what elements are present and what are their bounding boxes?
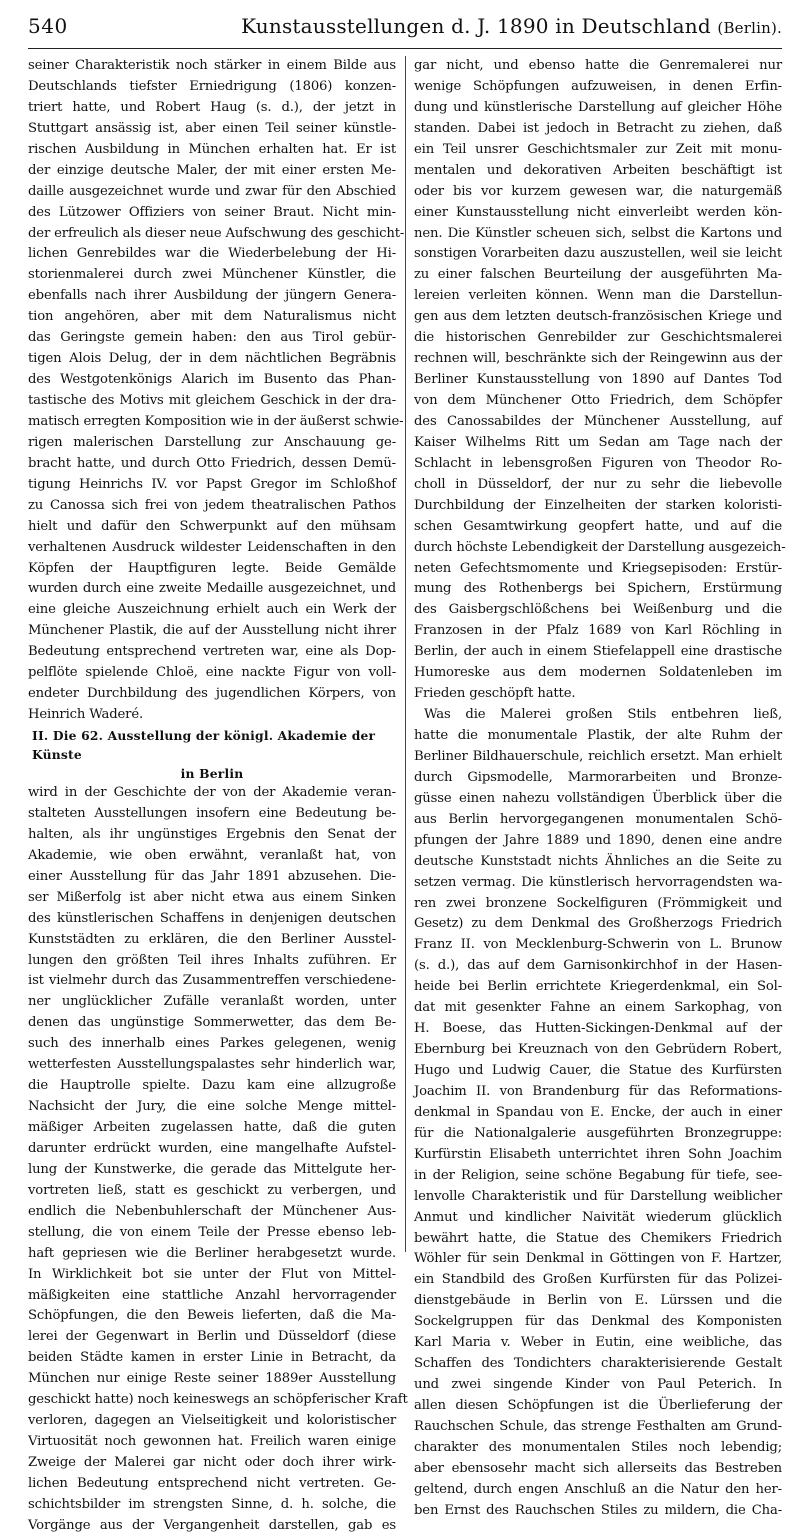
text-line: denen das ungünstige Sommerwetter, das dem Be-: [28, 1015, 396, 1031]
text-line: deutsche Kunststadt nichts Ähnliches an die Seite zu: [414, 853, 782, 869]
text-line: mentalen und dekorativen Arbeiten beschäftigt ist: [414, 162, 782, 178]
text-line: H. Boese, das Hutten-Sickingen-Denkmal auf der: [414, 1021, 782, 1037]
text-line: bewährt hatte, die Statue des Chemikers Friedrich: [414, 1230, 782, 1246]
text-line: schen Gesamtwirkung geopfert hatte, und auf die: [414, 518, 782, 534]
text-line: zu Canossa sich frei von jedem theatralischen Pathos: [28, 497, 396, 513]
text-line: hielt und dafür den Schwerpunkt auf den mühsam: [28, 518, 396, 534]
page-header: [28, 14, 782, 49]
text-line: Berliner Kunstausstellung von 1890 auf Dantes Tod: [414, 372, 782, 388]
text-line: pfungen der Jahre 1889 und 1890, denen eine andre: [414, 832, 782, 848]
text-line: dat mit gesenkter Fahne an einem Sarkophag, von: [414, 1000, 782, 1016]
text-line: Sockelgruppen für das Denkmal des Komponisten: [414, 1314, 782, 1330]
text-line: tion angehören, aber mit dem Naturalismus nicht: [28, 309, 396, 325]
text-line: mäßiger Arbeiten zugelassen hatte, daß die guten: [28, 1120, 396, 1135]
text-line: tigung Heinrichs IV. vor Papst Gregor im Schloßhof: [28, 476, 396, 492]
text-line: Vorgänge aus der Vergangenheit darstellen, gab es: [28, 1517, 396, 1533]
text-line: gar nicht, und ebenso hatte die Genremalerei nur: [414, 58, 782, 73]
text-line: tigen Alois Delug, der in dem nächtlichen Begräbnis: [28, 351, 396, 367]
text-line: Kunststädten zu erklären, die den Berliner Ausstel-: [28, 931, 396, 947]
text-line: ben Ernst des Rauchschen Stiles zu mildern, die Cha-: [414, 1502, 782, 1518]
text-line: Nachsicht der Jury, die eine solche Menge mittel-: [28, 1099, 396, 1115]
text-line: wird in der Geschichte der von der Akademie veran-: [28, 785, 396, 800]
text-line: vortreten ließ, statt es geschickt zu verbergen, und: [28, 1182, 396, 1198]
text-line: denkmal in Spandau von E. Encke, der auch in einer: [414, 1104, 782, 1120]
text-line: bracht hatte, und durch Otto Friedrich, dessen Demü-: [28, 455, 396, 471]
text-line: rischen Ausbildung in München erhalten hat. Er ist: [28, 141, 396, 157]
text-line: geschickt hatte) noch keineswegs an schöpferischer Kraft: [28, 1392, 408, 1408]
text-line: gen aus dem letzten deutsch-französischen Kriege und: [414, 309, 782, 325]
text-line: beiden Städte kamen in erster Linie in Betracht, da: [28, 1350, 396, 1366]
text-line: choll in Düsseldorf, der nur zu sehr die liebevolle: [414, 476, 782, 492]
text-line: tastische des Motivs mit gleichem Geschick in der dra-: [28, 393, 396, 408]
left-column: [28, 56, 408, 1533]
text-line: aus Berlin hervorgegangenen monumentalen Schö-: [414, 811, 782, 827]
text-line: ein Standbild des Großen Kurfürsten für das Polizei-: [414, 1272, 782, 1288]
text-line: Zweige der Malerei gar nicht oder doch ihrer wirk-: [28, 1455, 396, 1470]
text-line: ebenfalls nach ihrer Ausbildung der jüngern Genera-: [28, 288, 396, 304]
text-line: Anmut und kindlicher Naivität wiederum glücklich: [414, 1209, 782, 1225]
running-head: [241, 14, 782, 38]
text-line: Heinrich Waderé.: [28, 707, 144, 723]
text-line: triert hatte, und Robert Haug (s. d.), der jetzt in: [28, 99, 396, 115]
text-line: darunter erdrückt wurden, eine mangelhafte Aufstel-: [28, 1140, 396, 1156]
text-line: pelflöte spielende Chloë, eine nackte Figur von voll-: [28, 665, 396, 681]
text-line: setzen vermag. Die künstlerisch hervorragendsten wa-: [414, 874, 782, 890]
text-line: eine gleiche Auszeichnung erhielt auch ein Werk der: [28, 602, 396, 618]
text-line: halten, als ihr ungünstiges Ergebnis den Senat der: [28, 826, 396, 842]
text-line: Franzosen in der Pfalz 1689 von Karl Röchling in: [414, 623, 782, 639]
text-line: Frieden geschöpft hatte.: [414, 686, 576, 702]
text-columns: [28, 56, 786, 1533]
running-head-subtitle: (Berlin).: [717, 19, 782, 37]
text-line: für die Nationalgalerie ausgeführten Bronzegruppe:: [414, 1125, 782, 1141]
text-line: Köpfen der Hauptfiguren legte. Beide Gemälde: [28, 560, 396, 576]
text-line: ser Mißerfolg ist aber nicht etwa aus einem Sinken: [28, 889, 396, 905]
text-line: ren zwei bronzene Sockelfiguren (Frömmigkeit und: [414, 895, 782, 911]
text-line: rechnen will, beschränkte sich der Reingewinn aus der: [414, 351, 782, 367]
text-line: Deutschlands tiefster Erniedrigung (1806) konzen-: [28, 78, 396, 94]
text-line: des Westgotenkönigs Alarich im Busento das Phan-: [28, 372, 396, 388]
text-line: Durchbildung der Einzelheiten der starken koloristi-: [414, 497, 782, 513]
text-line: wurden durch eine zweite Medaille ausgezeichnet, und: [28, 581, 396, 597]
text-line: Münchener Plastik, die auf der Ausstellung nicht ihrer: [28, 623, 396, 639]
text-line: ein Teil unsrer Geschichtsmaler zur Zeit mit monu-: [414, 141, 782, 157]
text-line: aber ebensosehr macht sich allerseits das Bestreben: [414, 1460, 782, 1476]
text-line: Schaffen des Tondichters charakterisierende Gestalt: [414, 1356, 782, 1372]
text-line: haft gepriesen wie die Berliner herabgesetzt wurde.: [28, 1245, 396, 1261]
text-line: (s. d.), das auf dem Garnisonkirchhof in der Hasen-: [414, 958, 782, 974]
text-line: des künstlerischen Schaffens in denjenigen deutschen: [28, 910, 396, 926]
text-line: einer Ausstellung für das Jahr 1891 abzusehen. Die-: [28, 868, 396, 884]
text-line: Kurfürstin Elisabeth unterrichtet ihren Sohn Joachim: [414, 1146, 782, 1162]
text-line: Kaiser Wilhelms Ritt um Sedan am Tage nach der: [414, 434, 782, 450]
text-line: oder bis vor kurzem gewesen war, die naturgemäß: [414, 183, 782, 199]
text-line: München nur einige Reste seiner 1889er Ausstellung: [28, 1371, 396, 1387]
text-line: stellung, die von einem Teile der Presse ebenso leb-: [28, 1224, 396, 1240]
section-heading-continued: in Berlin: [180, 766, 244, 781]
text-line: geltend, durch engen Anschluß an die Natur den her-: [414, 1481, 782, 1497]
text-line: heide bei Berlin errichtete Kriegerdenkmal, ein Sol-: [414, 979, 782, 995]
text-line: Gesetz) zu dem Denkmal des Großherzogs Friedrich: [414, 916, 782, 932]
text-line: Joachim II. von Brandenburg für das Reformations-: [414, 1083, 782, 1099]
text-line: endeter Durchbildung des jugendlichen Körpers, von: [28, 686, 396, 702]
text-line: einer Kunstausstellung nicht einverleibt werden kön-: [414, 204, 782, 220]
text-line: mäßigkeiten eine stattliche Anzahl hervorragender: [28, 1287, 396, 1303]
text-line: Was die Malerei großen Stils entbehren ließ,: [424, 707, 782, 723]
text-line: von dem Münchener Otto Friedrich, dem Schöpfer: [414, 393, 782, 408]
text-line: allen diesen Schöpfungen ist die Überlieferung der: [414, 1398, 782, 1413]
text-line: des Canossabildes der Münchener Ausstellung, auf: [414, 413, 782, 429]
section-heading: II. Die 62. Ausstellung der königl. Akademie der Künste: [32, 728, 376, 762]
text-line: Franz II. von Mecklenburg-Schwerin von L. Brunow: [414, 937, 782, 953]
text-line: Bedeutung entsprechend vertreten war, eine als Dop-: [28, 644, 396, 660]
text-line: endlich die Nebenbuhlerschaft der Münchener Aus-: [28, 1203, 396, 1219]
text-line: verloren, dagegen an Vielseitigkeit und koloristischer: [28, 1413, 396, 1429]
text-line: Wöhler für sein Denkmal in Göttingen von F. Hartzer,: [414, 1251, 782, 1267]
text-line: stalteten Ausstellungen insofern eine Bedeutung be-: [28, 805, 396, 821]
text-line: das Geringste gemein haben: den aus Tirol gebür-: [28, 330, 396, 346]
text-line: Karl Maria v. Weber in Eutin, eine weibliche, das: [414, 1335, 782, 1351]
text-line: ner unglücklicher Zufälle veranlaßt worden, unter: [28, 994, 396, 1010]
text-line: wetterfesten Ausstellungspalastes sehr hinderlich war,: [28, 1057, 396, 1073]
text-line: rigen malerischen Darstellung zur Anschauung ge-: [28, 434, 396, 450]
text-line: lerei der Gegenwart in Berlin und Düsseldorf (diese: [28, 1329, 396, 1345]
text-line: sonstigen Vorarbeiten dazu auszustellen, weil sie leicht: [414, 246, 782, 262]
text-line: daille ausgezeichnet wurde und zwar für den Abschied: [28, 183, 396, 199]
text-line: mung des Rothenbergs bei Spichern, Erstürmung: [414, 581, 782, 597]
text-line: lung der Kunstwerke, die gerade das Mittelgute her-: [28, 1161, 396, 1177]
text-line: Rauchschen Schule, das strenge Festhalten am Grund-: [414, 1418, 782, 1434]
text-line: güsse einen nahezu vollständigen Überblick über die: [414, 790, 782, 806]
text-line: standen. Dabei ist jedoch in Betracht zu ziehen, daß: [414, 120, 782, 136]
text-line: lungen den größten Teil ihres Inhalts zuführen. Er: [28, 952, 396, 968]
text-line: neten Gefechtsmomente und Kriegsepisoden: Erstür-: [414, 560, 782, 576]
text-line: Schöpfungen, die den Beweis lieferten, daß die Ma-: [28, 1308, 396, 1324]
text-line: zu einer falschen Beurteilung der ausgeführten Ma-: [414, 267, 782, 283]
text-line: und zwei singende Kinder von Paul Peterich. In: [414, 1377, 782, 1393]
text-line: Berlin, der auch in einem Stiefelappell eine drastische: [414, 644, 782, 660]
text-line: Hugo und Ludwig Cauer, die Statue des Kurfürsten: [414, 1063, 782, 1078]
text-line: Virtuosität noch gewonnen hat. Freilich waren einige: [28, 1434, 396, 1450]
text-line: nen. Die Künstler scheuen sich, selbst die Kartons und: [414, 225, 782, 241]
text-line: storienmalerei durch zwei Münchener Künstler, die: [28, 267, 396, 283]
text-line: Akademie, wie oben erwähnt, veranlaßt hat, von: [28, 847, 396, 863]
text-line: schichtsbilder im strengsten Sinne, d. h. solche, die: [28, 1496, 396, 1512]
text-line: charakter des monumentalen Stiles noch lebendig;: [414, 1439, 782, 1455]
text-line: Stuttgart ansässig ist, aber einen Teil seiner künstle-: [28, 120, 396, 136]
text-line: Ebernburg bei Kreuznach von den Gebrüdern Robert,: [414, 1042, 782, 1058]
text-line: der einzige deutsche Maler, der mit einer ersten Me-: [28, 162, 396, 178]
text-line: Schlacht in lebensgroßen Figuren von Theodor Ro-: [414, 455, 782, 471]
text-line: lereien verleiten können. Wenn man die Darstellun-: [414, 288, 782, 304]
text-line: in der Religion, seine schöne Begabung für tiefe, see-: [414, 1167, 782, 1183]
text-line: die Hauptrolle spielte. Dazu kam eine allzugroße: [28, 1078, 396, 1094]
text-line: wenige Schöpfungen aufzuweisen, in denen Erfin-: [414, 78, 782, 94]
running-head-title: Kunstausstellungen d. J. 1890 in Deutschland: [241, 14, 711, 38]
text-line: lichen Genrebildes war die Wiederbelebung der Hi-: [28, 246, 396, 262]
text-line: des Gaisbergschlößchens bei Weißenburg und die: [414, 602, 782, 618]
text-line: In Wirklichkeit bot sie unter der Flut von Mittel-: [28, 1266, 396, 1282]
text-line: lichen Bedeutung entsprechend nicht vertreten. Ge-: [28, 1475, 396, 1491]
page-number: 540: [28, 14, 68, 38]
text-line: die historischen Genrebilder zur Geschichtsmalerei: [414, 330, 782, 346]
text-line: dung und künstlerische Darstellung auf gleicher Höhe: [414, 99, 782, 115]
column-divider: [405, 56, 406, 1252]
text-line: durch höchste Lebendigkeit der Darstellung ausgezeich-: [414, 539, 786, 555]
text-line: seiner Charakteristik noch stärker in einem Bilde aus: [28, 58, 396, 73]
text-line: der erfreulich als dieser neue Aufschwung des geschicht-: [28, 225, 405, 241]
right-column: [414, 56, 786, 1518]
text-line: des Lützower Offiziers von seiner Braut. Nicht min-: [28, 204, 396, 220]
text-line: such des innerhalb eines Parkes gelegenen, wenig: [28, 1036, 396, 1052]
text-line: hatte die monumentale Plastik, der alte Ruhm der: [414, 728, 782, 743]
text-line: Humoreske aus dem modernen Soldatenleben im: [414, 665, 782, 681]
text-line: ist vielmehr durch das Zusammentreffen verschiedene-: [28, 973, 396, 989]
text-line: lenvolle Charakteristik und für Darstellung weiblicher: [414, 1188, 782, 1204]
text-line: durch Gipsmodelle, Marmorarbeiten und Bronze-: [414, 769, 782, 785]
text-line: Berliner Bildhauerschule, reichlich ersetzt. Man erhielt: [414, 748, 782, 764]
text-line: verhaltenen Ausdruck wildester Leidenschaften in den: [28, 539, 396, 555]
text-line: matisch erregten Komposition wie in der äußerst schwie-: [28, 413, 404, 429]
text-line: dienstgebäude in Berlin von E. Lürssen und die: [414, 1293, 782, 1309]
